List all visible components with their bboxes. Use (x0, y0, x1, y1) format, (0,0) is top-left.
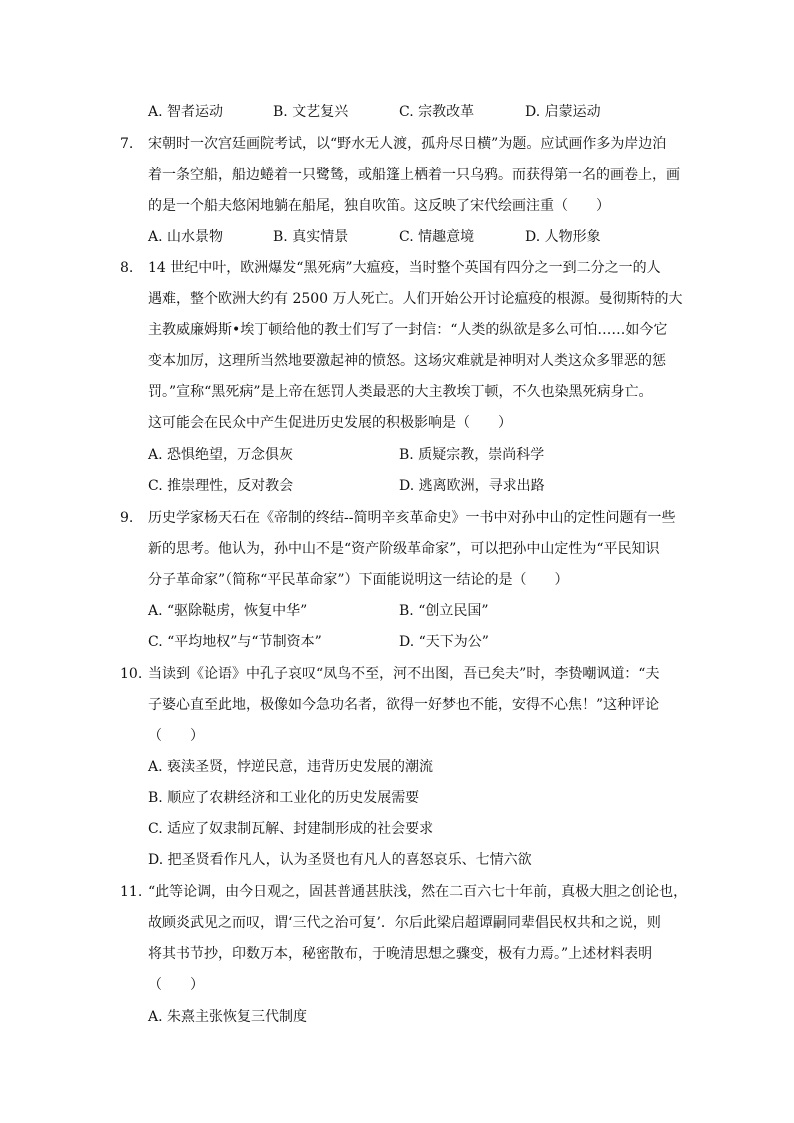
q10-option-d: D. 把圣贤看作凡人，认为圣贤也有凡人的喜怒哀乐、七情六欲 (148, 852, 532, 868)
q8-stem-line: 遇难，整个欧洲大约有 2500 万人死亡。人们开始公开讨论瘟疫的根源。曼彻斯特的大 (148, 291, 683, 307)
q6-option-b: B. 文艺复兴 (273, 104, 349, 120)
q8-number: 8. (120, 260, 134, 276)
q7-number: 7. (120, 136, 134, 152)
q8-option-b: B. 质疑宗教，崇尚科学 (399, 447, 545, 463)
q11-stem-line: “此等论调，由今日观之，固甚普通甚肤浅，然在二百六七十年前，真极大胆之创论也， (148, 884, 688, 900)
q10-stem-line: （ ） (148, 728, 204, 744)
q11-stem-line: 故顾炎武见之而叹，谓‘三代之治可复’．尔后此梁启超谭嗣同辈倡民权共和之说，则 (148, 915, 661, 931)
q9-option-c: C. “平均地权”与“节制资本” (148, 634, 322, 650)
q8-option-d: D. 逃离欧洲，寻求出路 (399, 478, 545, 494)
q6-option-a: A. 智者运动 (148, 104, 224, 120)
q9-stem-line: 新的思考。他认为，孙中山不是“资产阶级革命家”，可以把孙中山定性为“平民知识 (148, 541, 660, 557)
q7-option-b: B. 真实情景 (273, 229, 349, 245)
q10-option-b: B. 顺应了农耕经济和工业化的历史发展需要 (148, 790, 420, 806)
q10-stem-line: 当读到《论语》中孔子哀叹“凤鸟不至，河不出图，吾已矣夫”时，李贽嘲讽道：“夫 (148, 666, 660, 682)
q9-stem-line: 分子革命家”（简称“平民革命家”）下面能说明这一结论的是（ ） (148, 572, 569, 588)
q11-number: 11. (120, 884, 143, 900)
q8-stem-line: 变本加厉，这理所当然地要激起神的愤怒。这场灾难就是神明对人类这众多罪恶的惩 (148, 353, 666, 369)
q9-stem-line: 历史学家杨天石在《帝制的终结--简明辛亥革命史》一书中对孙中山的定性问题有一些 (148, 510, 676, 526)
q9-option-d: D. “天下为公” (399, 634, 489, 650)
q9-option-b: B. “创立民国” (399, 603, 489, 619)
q8-option-c: C. 推崇理性，反对教会 (148, 478, 294, 494)
q8-stem-line: 这可能会在民众中产生促进历史发展的积极影响是（ ） (148, 415, 512, 431)
q10-number: 10. (120, 666, 143, 682)
q8-stem-line: 罚。”宣称“黑死病”是上帝在惩罚人类最恶的大主教埃丁顿，不久也染黑死病身亡。 (148, 384, 653, 400)
q10-stem-line: 子婆心直至此地，极像如今急功名者，欲得一好梦也不能，安得不心焦！”这种评论 (148, 697, 660, 713)
q7-option-a: A. 山水景物 (148, 229, 224, 245)
q10-option-c: C. 适应了奴隶制瓦解、封建制形成的社会要求 (148, 821, 434, 837)
q7-stem-line: 着一条空船，船边蜷着一只鹭鸶，或船篷上栖着一只乌鸦。而获得第一名的画卷上，画 (148, 167, 680, 183)
q11-stem-line: （ ） (148, 977, 204, 993)
q8-stem-line: 主教威廉姆斯•埃丁顿给他的教士们写了一封信：“人类的纵欲是多么可怕……如今它 (148, 322, 668, 338)
q8-stem-line: 14 世纪中叶，欧洲爆发“黑死病”大瘟疫，当时整个英国有四分之一到二分之一的人 (148, 260, 661, 276)
q6-option-d: D. 启蒙运动 (525, 104, 601, 120)
q7-option-d: D. 人物形象 (525, 229, 601, 245)
q11-stem-line: 将其书节抄，印数万本，秘密散布，于晚清思想之骤变，极有力焉。”上述材料表明 (148, 946, 653, 962)
q7-stem-line: 宋朝时一次宫廷画院考试，以“野水无人渡，孤舟尽日横”为题。应试画作多为岸边泊 (148, 136, 667, 152)
q6-option-c: C. 宗教改革 (399, 104, 475, 120)
q7-option-c: C. 情趣意境 (399, 229, 475, 245)
q8-option-a: A. 恐惧绝望，万念俱灰 (148, 447, 294, 463)
q9-option-a: A. “驱除鞑虏，恢复中华” (148, 603, 308, 619)
q9-number: 9. (120, 510, 134, 526)
q7-stem-line: 的是一个船夫悠闲地躺在船尾，独自吹笛。这反映了宋代绘画注重（ ） (148, 198, 610, 214)
q11-option-a: A. 朱熹主张恢复三代制度 (148, 1009, 308, 1025)
q10-option-a: A. 亵渎圣贤，悖逆民意，违背历史发展的潮流 (148, 759, 434, 775)
